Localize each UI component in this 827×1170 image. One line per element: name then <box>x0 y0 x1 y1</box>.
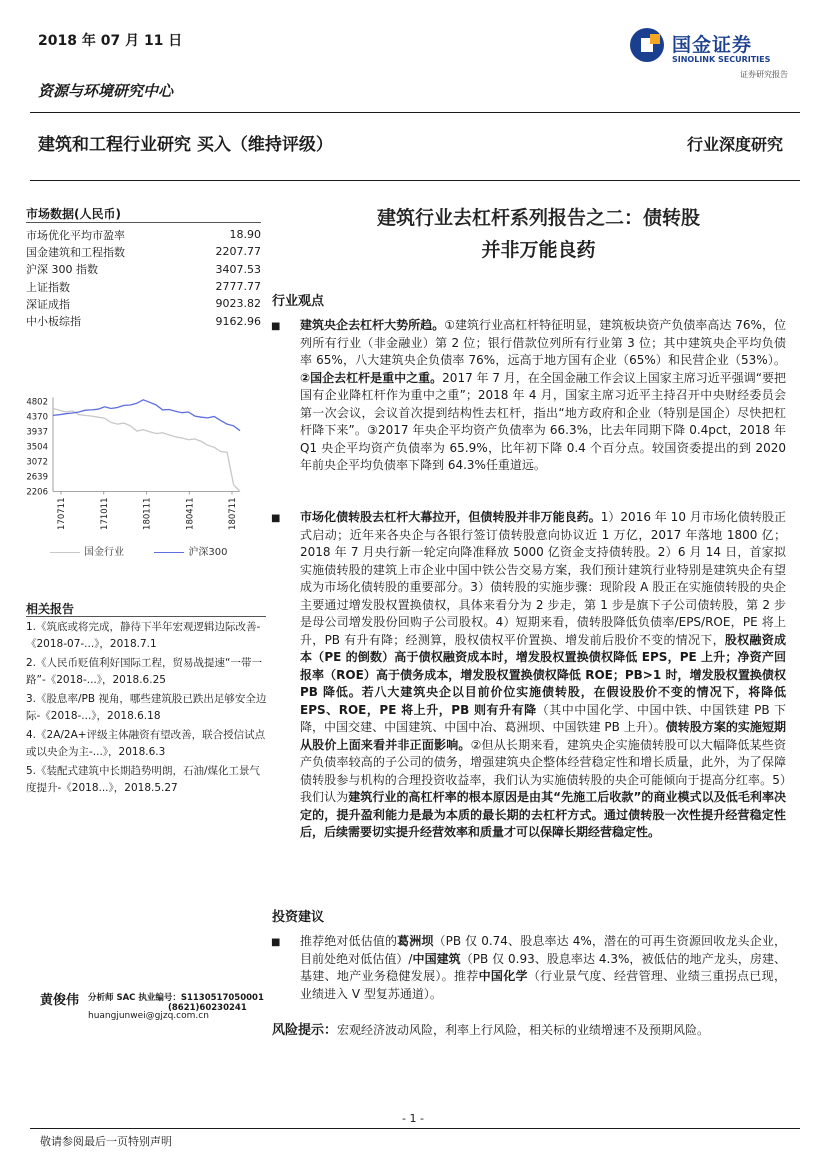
x-tick-label: 171011 <box>99 497 110 530</box>
row-label: 上证指数 <box>26 280 70 294</box>
para-run: 股权融资成本（PE 的倒数）高于债权融资成本时，增发股权置换债权降低 EPS，PE 上升；净资产回报率（ROE）高于债务成本，增发股权置换债权降低 ROE；PB>1 时，增发股权置换债权 PB 降低。若八大建筑央企以目前价位实施债转股，在假设股价不变的情况下，将降低 EPS、ROE，PE 将上升，PB 则有升有降 <box>300 632 786 717</box>
y-tick-label: 4370 <box>26 412 48 423</box>
report-title <box>276 202 801 266</box>
analyst-email[interactable]: huangjunwei@gjzq.com.cn <box>88 1011 209 1021</box>
para-run: （PB 仅 0.93、股息率达 4.3%，被低估的地产龙头，房建、基建、地产业务稳健发展）。推荐 <box>300 951 786 983</box>
row-label: 中小板综指 <box>26 315 81 329</box>
related-reports-list <box>26 617 268 797</box>
related-report-link[interactable]: 2.《人民币贬值利好国际工程，贸易战提速“一带一路”-《2018-...》，2018.6.25 <box>26 657 262 686</box>
risk-warning <box>272 1022 786 1040</box>
paragraph-debt-equity-swap <box>300 509 786 842</box>
para-run: ②但从长期来看，建筑央企实施债转股可以大幅降低某些资产负债率较高的子公司的债务，增强建筑央企整体经营稳定性和增长质量，此外，为了保障债转股参与机构的合理投资收益率，我们认为实施债转股的央企可能倾向于提高分红率。5）我们认为 <box>300 737 786 804</box>
bullet-square-icon: ■ <box>271 513 281 524</box>
research-center: 资源与环境研究中心 <box>38 82 174 100</box>
market-data-table <box>26 226 261 330</box>
y-tick-label: 4802 <box>26 397 48 408</box>
sinolink-logo-icon <box>628 26 666 64</box>
table-row <box>26 261 261 278</box>
risk-label: 风险提示： <box>272 1023 338 1038</box>
para-run: 1）2016 年 10 月市场化债转股正式启动；近年来各央企与各银行签订债转股意向协议近 1 万亿，2017 年落地 1800 亿；2018 年 7 月央行新一轮定向降准释放 5000 亿资金支持债转股。2）6 月 14 日，首家拟实施债转股的建筑上市企业中国中铁公告交易方案，我们预计建筑行业特别是建筑央企有望成为市场化债转股的重要部分。3）债转股的实施步骤：现阶段 A 股正在实施债转股的央企主要通过增发股权置换债权，具体来看分为 2 步走，第 1 步是旗下子公司债转股，第 2 步是母公司增发股份回购子公司股权。4）短期来看，债转股降低负债率/EPS/ROE，PE 将上升，PB 有升有降；经测算，股权债权平价置换、增发前后股价不变的情况下， <box>300 510 786 647</box>
series-line-industry <box>53 409 240 492</box>
bullet-square-icon: ■ <box>271 321 281 332</box>
para-run: 债转股方案的实施短期从股价上面来看并非正面影响。 <box>300 720 786 752</box>
market-data-rule <box>26 222 261 223</box>
x-tick-label: 180111 <box>142 497 153 530</box>
row-value: 9162.96 <box>215 314 261 328</box>
legend-label-hs300: 沪深300 <box>188 547 228 558</box>
section-heading-investment: 投资建议 <box>272 910 325 925</box>
row-value: 3407.53 <box>215 262 261 276</box>
paragraph-recommendation <box>300 933 786 1003</box>
analyst-phone: (8621)60230241 <box>168 1003 247 1013</box>
x-tick-label: 180711 <box>228 497 238 530</box>
related-reports-title: 相关报告 <box>26 602 75 616</box>
report-type: 行业深度研究 <box>686 135 783 154</box>
para-run: （行业景气度、经营管理、业绩三重拐点已现，业绩进入 V 型复苏通道）。 <box>300 969 786 1001</box>
y-tick-label: 3504 <box>26 442 48 453</box>
y-tick-label: 2206 <box>26 487 48 498</box>
footer-disclaimer: 敬请参阅最后一页特别声明 <box>40 1135 172 1148</box>
y-tick-label: 3937 <box>26 427 48 438</box>
row-label: 国金建筑和工程指数 <box>26 245 125 259</box>
legend-swatch-hs300 <box>154 552 184 553</box>
y-tick-label: 3072 <box>26 457 48 468</box>
section-heading-views: 行业观点 <box>272 294 325 309</box>
page-number: - 1 - <box>402 1112 424 1125</box>
row-label: 深证成指 <box>26 297 70 311</box>
market-data-title: 市场数据(人民币) <box>26 207 121 221</box>
row-value: 2207.77 <box>215 245 261 259</box>
table-row <box>26 278 261 295</box>
para-run: ①建筑行业高杠杆特征明显，建筑板块资产负债率高达 76%，位列所有行业（非金融业）第 2 位；银行借款位列所有行业第 3 位；其中建筑央企平均负债率 65%，八大建筑央企负债率 76%，远高于地方国有企业（65%）和民营企业（53%）。 <box>300 318 786 367</box>
risk-text: 宏观经济波动风险，利率上行风险，相关标的业绩增速不及预期风险。 <box>337 1023 710 1037</box>
header-divider <box>30 112 800 113</box>
index-chart <box>18 362 263 572</box>
bullet-square-icon: ■ <box>271 937 281 948</box>
logo-name: 国金证券 <box>672 34 753 56</box>
report-title-line1: 建筑行业去杠杆系列报告之二：债转股 <box>376 207 700 229</box>
para-run: 建筑行业的高杠杆率的根本原因是由其“先施工后收款”的商业模式以及低毛利率决定的，提升盈利能力是最为本质的最长期的去杠杆方式。通过债转股一次性提升经营稳定性后，后续需要切实提升经营效率和质量才可以保障长期经营稳定性。 <box>300 790 786 839</box>
header-divider-2 <box>30 180 800 181</box>
para-run: （PB 仅 0.74、股息率达 4%，潜在的可再生资源回收龙头企业，目前处绝对低估值）/ <box>300 934 786 966</box>
para-run: 建筑央企去杠杆大势所趋。 <box>300 318 445 332</box>
row-label: 市场优化平均市盈率 <box>26 228 125 242</box>
row-value: 18.90 <box>229 228 261 242</box>
paragraph-deleveraging <box>300 317 786 475</box>
analyst-name: 黄俊伟 <box>40 993 80 1008</box>
footer-divider <box>30 1128 800 1129</box>
para-run: （其中中国化学、中国中铁、中国铁建 PB 下降，中国交建、中国建筑、中国中冶、葛洲坝、中国铁建 PB 上升）。 <box>300 702 786 734</box>
logo-english-name: SINOLINK SECURITIES <box>672 55 771 64</box>
table-row <box>26 312 261 329</box>
related-report-link[interactable]: 1.《筑底或将完成，静待下半年宏观逻辑边际改善-《2018-07-...》，2018.7.1 <box>26 621 261 650</box>
x-tick-label: 180411 <box>185 497 196 530</box>
related-report-link[interactable]: 5.《装配式建筑中长期趋势明朗，石油/煤化工景气度提升-《2018...》，2018.5.27 <box>26 765 261 794</box>
row-label: 沪深 300 指数 <box>26 263 98 277</box>
para-run: 市场化债转股去杠杆大幕拉开，但债转股并非万能良药。 <box>300 510 601 524</box>
analyst-cert <box>88 991 264 1013</box>
report-title-line2: 并非万能良药 <box>481 239 596 261</box>
report-date: 2018 年 07 月 11 日 <box>38 33 183 49</box>
related-report-link[interactable]: 4.《2A/2A+评级主体融资有望改善，联合授信试点或以央企为主-...》，2018.6.3 <box>26 729 266 758</box>
para-run: 中国建筑 <box>412 951 461 966</box>
related-report-link[interactable]: 3.《股息率/PB 视角，哪些建筑股已跌出足够安全边际-《2018-...》，2018.6.18 <box>26 693 267 722</box>
chart-legend <box>50 543 227 558</box>
para-run: 2017 年 7 月，在全国金融工作会议上国家主席习近平强调“要把国有企业降杠杆作为重中之重”；2018 年 4 月，国家主席习近平主持召开中央财经委员会第一次会议，会议首次提到结构性去杠杆，指出“地方政府和企业（特别是国企）尽快把杠杆降下来”。③2017 年央企平均资产负债率为 66.3%，比去年同期下降 0.4pct，2018 年 Q1 央企平均资产负债率为 65.9%，比年初下降 0.4 个百分点。较国资委提出的到 2020 年前央企平均负债率下降到 64.3%任重道远。 <box>300 370 787 472</box>
header-title: 建筑和工程行业研究 买入（维持评级） <box>38 135 333 155</box>
para-run: 中国化学 <box>478 969 528 983</box>
table-row <box>26 243 261 260</box>
legend-label-industry: 国金行业 <box>84 547 124 558</box>
analyst-sac-number: 分析师 SAC 执业编号：S1130517050001 <box>88 993 264 1003</box>
row-value: 9023.82 <box>215 297 261 311</box>
x-tick-label: 170711 <box>57 497 67 530</box>
para-run: ②国企去杠杆是重中之重。 <box>300 370 443 385</box>
logo-subtitle: 证券研究报告 <box>740 70 788 79</box>
row-value: 2777.77 <box>215 280 261 294</box>
legend-swatch-industry <box>50 552 80 553</box>
y-tick-label: 2639 <box>26 472 48 483</box>
table-row <box>26 226 261 243</box>
para-run: 葛洲坝 <box>397 934 434 948</box>
para-run: 推荐绝对低估值的 <box>300 934 398 948</box>
table-row <box>26 295 261 312</box>
